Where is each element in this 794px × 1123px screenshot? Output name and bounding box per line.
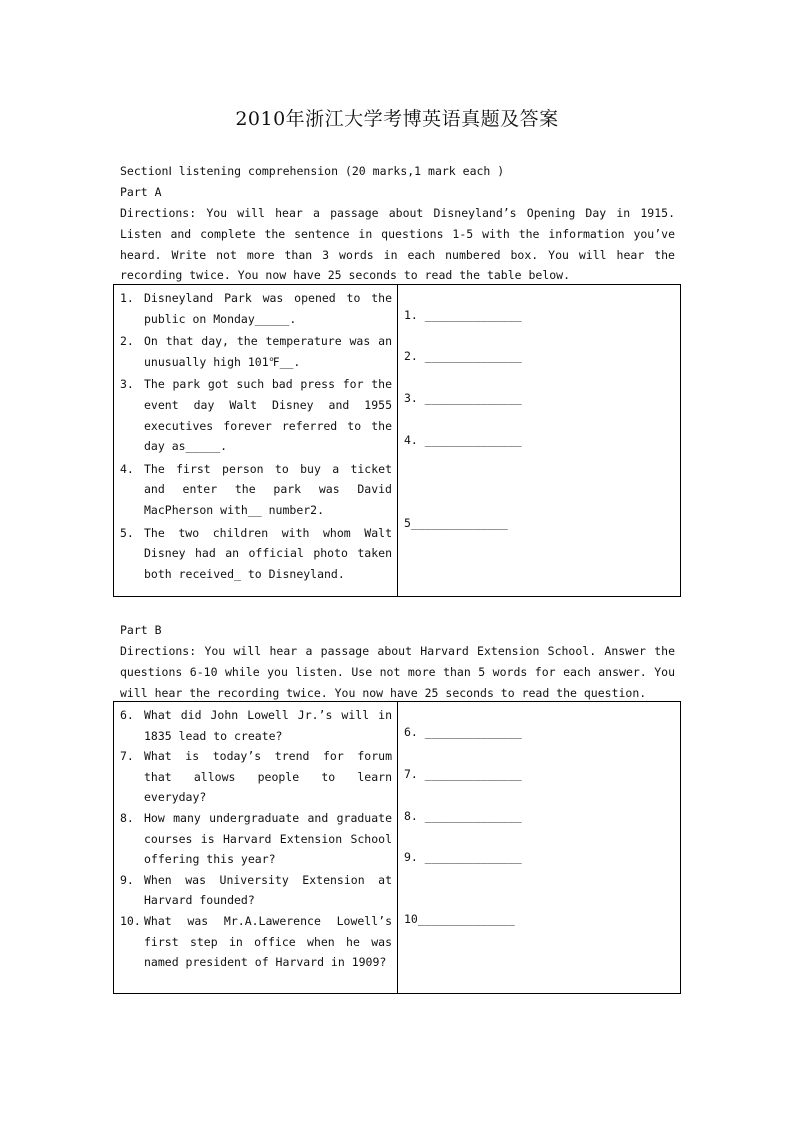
part-a-directions: Directions: You will hear a passage about Disneyland’s Opening Day in 1915. Listen and complete the sentence in questions 1-5 with the information you’ve heard. Write not more than 3 words in each numbered box. You will hear the recording twice. You now have 25 seconds to read the table below. xyxy=(120,206,675,283)
answer-blank-1[interactable]: 1. ______________ xyxy=(404,308,522,322)
answer-blank-8[interactable]: 8. ______________ xyxy=(404,809,522,823)
question-text: On that day, the temperature was an unusually high 101℉__. xyxy=(144,334,392,369)
part-b-question-list xyxy=(120,705,392,973)
question-item xyxy=(120,523,392,585)
page-title: 2010年浙江大学考博英语真题及答案 xyxy=(235,108,559,130)
part-a-question-table xyxy=(113,284,681,597)
answer-blank-5[interactable]: 5______________ xyxy=(404,516,508,530)
question-number: 7. xyxy=(120,749,134,764)
part-a-label: Part A xyxy=(120,185,162,199)
question-number: 3. xyxy=(120,377,134,392)
answer-blank-7[interactable]: 7. ______________ xyxy=(404,767,522,781)
question-number: 10. xyxy=(120,913,141,928)
question-item xyxy=(120,808,392,870)
question-text: How many undergraduate and graduate courses is Harvard Extension School offering this year? xyxy=(144,810,392,867)
question-item xyxy=(120,288,392,329)
answer-blank-2[interactable]: 2. ______________ xyxy=(404,349,522,363)
question-text: The two children with whom Walt Disney had an official photo taken both received_ to Disneyland. xyxy=(144,525,392,581)
question-text: What is today’s trend for forum that allows people to learn everyday? xyxy=(144,749,392,805)
question-number: 1. xyxy=(120,291,134,305)
table-divider xyxy=(397,285,398,596)
question-text: When was University Extension at Harvard founded? xyxy=(144,872,392,908)
part-b-question-table xyxy=(113,701,681,994)
question-item xyxy=(120,331,392,372)
question-item xyxy=(120,870,392,911)
part-b-label: Part B xyxy=(120,623,162,637)
question-item xyxy=(120,374,392,456)
question-number: 8. xyxy=(120,810,134,825)
question-item xyxy=(120,911,392,973)
answer-blank-4[interactable]: 4. ______________ xyxy=(404,433,522,447)
question-number: 9. xyxy=(120,872,134,887)
part-b-directions: Directions: You will hear a passage about Harvard Extension School. Answer the questions 6-10 while you listen. Use not more than 5 words for each answer. You will hear the recording twice. You now have 25 seconds to read the question. xyxy=(120,644,675,700)
question-item xyxy=(120,705,392,746)
answer-blank-3[interactable]: 3. ______________ xyxy=(404,391,522,405)
question-number: 6. xyxy=(120,708,134,722)
question-number: 2. xyxy=(120,334,134,349)
question-text: The park got such bad press for the event day Walt Disney and 1955 executives forever referred to the day as_____. xyxy=(144,377,392,454)
question-number: 4. xyxy=(120,461,134,476)
answer-blank-9[interactable]: 9. ______________ xyxy=(404,850,522,864)
part-a-question-list xyxy=(120,288,392,584)
table-divider xyxy=(397,702,398,993)
question-text: What was Mr.A.Lawerence Lowell’s first step in office when he was named president of Harvard in 1909? xyxy=(144,913,392,970)
answer-blank-10[interactable]: 10______________ xyxy=(404,912,515,926)
question-text: The first person to buy a ticket and enter the park was David MacPherson with__ number2. xyxy=(144,461,392,517)
question-item xyxy=(120,459,392,521)
question-number: 5. xyxy=(120,525,134,540)
section-heading: SectionⅠ listening comprehension (20 marks,1 mark each ) xyxy=(120,164,505,178)
question-text: Disneyland Park was opened to the public on Monday_____. xyxy=(144,291,392,326)
question-text: What did John Lowell Jr.’s will in 1835 lead to create? xyxy=(144,708,392,743)
answer-blank-6[interactable]: 6. ______________ xyxy=(404,725,522,739)
question-item xyxy=(120,746,392,808)
